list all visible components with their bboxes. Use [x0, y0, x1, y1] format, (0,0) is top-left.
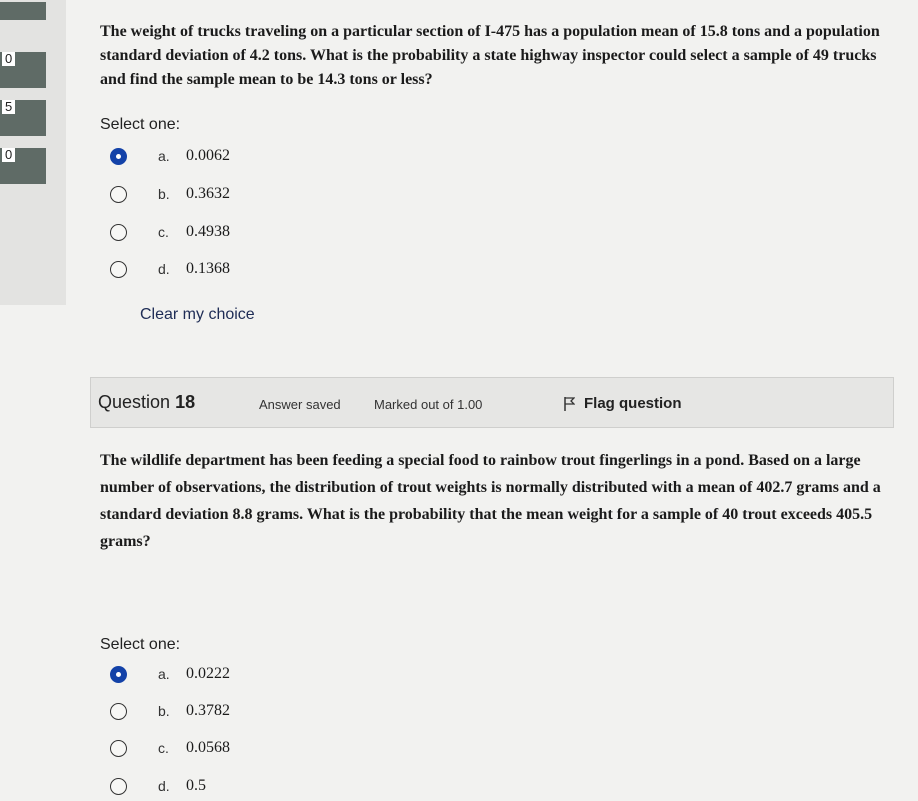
- nav-tile[interactable]: 5: [0, 100, 46, 136]
- option-letter: d.: [158, 261, 170, 277]
- flag-question-button[interactable]: [563, 395, 682, 412]
- answer-option-a[interactable]: [110, 144, 230, 168]
- option-letter: c.: [158, 740, 169, 756]
- nav-tile[interactable]: 0: [0, 148, 46, 184]
- answer-option-d[interactable]: [110, 774, 206, 798]
- answer-option-c[interactable]: [110, 220, 230, 244]
- radio-button[interactable]: [110, 740, 127, 757]
- option-letter: b.: [158, 186, 170, 202]
- option-letter: a.: [158, 666, 170, 682]
- flag-question-label: Flag question: [584, 395, 682, 412]
- question-17-text: The weight of trucks traveling on a particular section of I-475 has a population mean of 15.8 tons and a population standard deviation of 4.2 tons. What is the probability a state highway inspector could select a sample of 49 trucks and find the sample mean to be 14.3 tons or less?: [100, 23, 880, 88]
- question-number: Question 18: [98, 392, 196, 412]
- radio-button[interactable]: [110, 778, 127, 795]
- option-value: 0.3632: [186, 185, 230, 202]
- answer-status: Answer saved: [259, 397, 341, 412]
- option-value: 0.4938: [186, 223, 230, 240]
- option-value: 0.0062: [186, 147, 230, 164]
- question-18-text: The wildlife department has been feeding a special food to rainbow trout fingerlings in a pond. Based on a large number of observations, the distribution of trout weights is normally distributed with a mean of 402.7 grams and a standard deviation 8.8 grams. What is the probability that the mean weight for a sample of 40 trout exceeds 405.5 grams?: [100, 452, 881, 550]
- clear-my-choice-link[interactable]: Clear my choice: [140, 306, 255, 323]
- flag-icon: [563, 396, 575, 412]
- answer-option-b[interactable]: [110, 699, 230, 723]
- select-one-label: Select one:: [100, 636, 181, 653]
- radio-button[interactable]: [110, 186, 127, 203]
- radio-button[interactable]: [110, 261, 127, 278]
- select-one-label: Select one:: [100, 116, 181, 133]
- option-value: 0.3782: [186, 702, 230, 719]
- option-letter: a.: [158, 148, 170, 164]
- radio-button-selected[interactable]: [110, 148, 127, 165]
- marks-info: Marked out of 1.00: [374, 397, 483, 412]
- nav-tile[interactable]: 0: [0, 52, 46, 88]
- option-letter: b.: [158, 703, 170, 719]
- option-value: 0.0568: [186, 739, 230, 756]
- answer-option-b[interactable]: [110, 182, 230, 206]
- answer-option-d[interactable]: [110, 257, 230, 281]
- option-value: 0.1368: [186, 260, 230, 277]
- radio-button[interactable]: [110, 703, 127, 720]
- radio-button[interactable]: [110, 224, 127, 241]
- option-letter: d.: [158, 778, 170, 794]
- option-value: 0.5: [186, 777, 206, 794]
- nav-tile[interactable]: [0, 2, 46, 20]
- option-letter: c.: [158, 224, 169, 240]
- answer-option-c[interactable]: [110, 736, 230, 760]
- radio-button-selected[interactable]: [110, 666, 127, 683]
- answer-option-a[interactable]: [110, 662, 230, 686]
- option-value: 0.0222: [186, 665, 230, 682]
- question-18-header: [90, 377, 894, 428]
